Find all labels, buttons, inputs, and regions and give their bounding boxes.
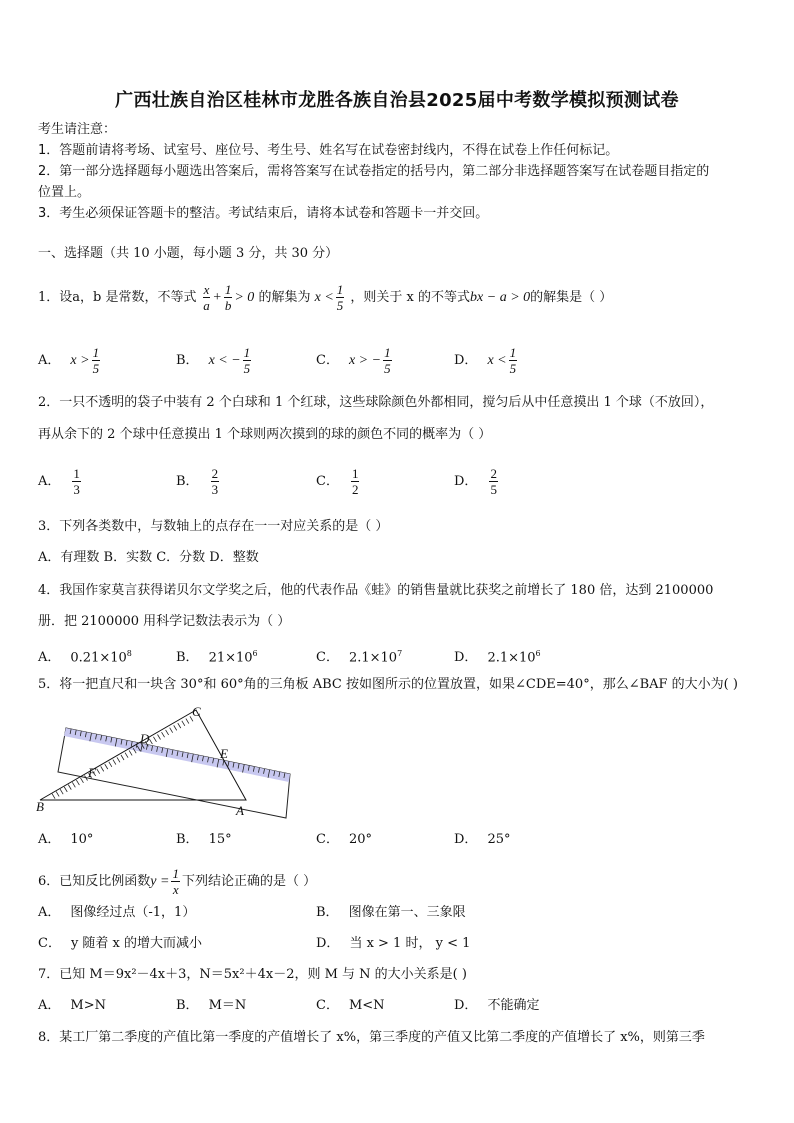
notice-heading: 考生请注意： — [38, 122, 117, 137]
q1-post: ，则关于 x 的不等式 — [350, 290, 471, 305]
q5-option-a: A． 10° — [38, 832, 94, 847]
q7-option-c: C． M<N — [316, 998, 385, 1013]
q6-option-c: C． y 随着 x 的增大而减小 — [38, 936, 203, 951]
triangle-edge-tick — [153, 737, 156, 742]
q7-option-b: B． M＝N — [176, 998, 247, 1013]
q1-mid: 的解集为 — [258, 290, 311, 305]
q1-option-d: D． x < $\frac{1}{5}$ — [454, 345, 517, 376]
page-title: 广西壮族自治区桂林市龙胜各族自治县2025届中考数学模拟预测试卷 — [115, 90, 679, 111]
q4-option-d: D． $2.1\times 10^6$ — [454, 649, 541, 666]
triangle-edge-tick — [113, 760, 116, 765]
triangle-edge-tick — [162, 732, 165, 737]
label-e: E — [220, 746, 228, 761]
q5-option-c: C． 20° — [316, 832, 372, 847]
triangle-edge-tick — [166, 730, 169, 735]
question-3-options: A．有理数 B．实数 C．分数 D．整数 — [38, 550, 259, 565]
triangle-edge-tick — [158, 735, 161, 740]
triangle-edge-tick — [80, 778, 83, 783]
section-heading: 一、选择题（共 10 小题，每小题 3 分，共 30 分） — [38, 246, 339, 261]
q2-option-a: A． $\frac{1}{3}$ — [38, 466, 80, 497]
q7-option-d: D． 不能确定 — [454, 998, 540, 1013]
label-d: D — [140, 731, 150, 746]
triangle-edge-tick — [149, 739, 152, 744]
question-3-stem: 3．下列各类数中，与数轴上的点存在一一对应关系的是（ ） — [38, 519, 389, 534]
notice-item-2: 2．第一部分选择题每小题选出答案后，需将答案写在试卷指定的括号内，第二部分非选择题答案写在试卷题目指定的 — [38, 164, 710, 179]
q4-option-c: C． $2.1\times 10^7$ — [316, 649, 403, 666]
ruler-triangle-figure — [36, 700, 296, 824]
triangle-edge-tick — [97, 769, 100, 774]
triangle-edge-tick — [64, 787, 67, 792]
notice-item-3: 3．考生必须保证答题卡的整洁。考试结束后，请将本试卷和答题卡一并交回。 — [38, 206, 489, 221]
triangle-edge-tick — [56, 791, 59, 796]
triangle-edge-tick — [105, 764, 108, 769]
triangle-edge-tick — [60, 789, 63, 794]
q2-option-b: B． $\frac{2}{3}$ — [176, 466, 219, 497]
triangle-edge-tick — [117, 757, 120, 762]
question-2-line-2: 再从余下的 2 个球中任意摸出 1 个球则两次摸到的球的颜色不同的概率为（ ） — [38, 427, 492, 442]
q1-option-a: A． x > $\frac{1}{5}$ — [38, 345, 100, 376]
q7-option-a: A． M>N — [38, 998, 106, 1013]
question-4-line-1: 4．我国作家莫言获得诺贝尔文学奖之后，他的代表作品《蛙》的销售量就比获奖之前增长了 180 倍，达到 2100000 — [38, 583, 714, 598]
triangle-edge-tick — [186, 719, 189, 724]
triangle-edge-tick — [170, 728, 173, 733]
q6-option-a: A． 图像经过点（-1，1） — [38, 905, 196, 920]
q2-option-c: C． $\frac{1}{2}$ — [316, 466, 359, 497]
q2-option-d: D． $\frac{2}{5}$ — [454, 466, 497, 497]
q4-option-a: A． $0.21\times 10^8$ — [38, 649, 132, 666]
q6-option-b: B． 图像在第一、三象限 — [316, 905, 466, 920]
q1-frac-x-a: $\frac{x}{a}$ — [203, 282, 210, 313]
q1-pre: 1．设a，b 是常数，不等式 — [38, 290, 197, 305]
label-a: A — [236, 803, 244, 818]
triangle-edge-tick — [68, 785, 71, 790]
notice-item-2-cont: 位置上。 — [38, 185, 91, 200]
notice-item-1: 1．答题前请将考场、试室号、座位号、考生号、姓名写在试卷密封线内，不得在试卷上作任何标记。 — [38, 143, 619, 158]
triangle-edge-tick — [52, 794, 55, 799]
triangle-edge-tick — [76, 780, 79, 785]
label-b: B — [36, 799, 44, 814]
question-1-stem: 1．设a，b 是常数，不等式 $\frac{x}{a}$ + $\frac{1}{b}$ > 0 的解集为 x < $\frac{1}{5}$ ，则关于 x 的不等式bx − a > 0的解集是（ ） — [38, 282, 613, 313]
triangle-edge-tick — [182, 721, 185, 726]
question-7-stem: 7．已知 M＝9x²－4x＋3，N＝5x²＋4x－2，则 M 与 N 的大小关系是( ) — [38, 967, 467, 982]
question-8-stem: 8．某工厂第二季度的产值比第一季度的产值增长了 x%，第三季度的产值又比第二季度的产值增长了 x%，则第三季 — [38, 1030, 705, 1045]
q5-option-d: D． 25° — [454, 832, 511, 847]
triangle-edge-tick — [178, 723, 181, 728]
q1-sol-frac: $\frac{1}{5}$ — [336, 282, 344, 313]
q1-option-b: B． x < − $\frac{1}{5}$ — [176, 345, 251, 376]
triangle-edge-tick — [101, 766, 104, 771]
q5-option-b: B． 15° — [176, 832, 232, 847]
question-5-stem: 5．将一把直尺和一块含 30°和 60°角的三角板 ABC 按如图所示的位置放置，如果∠CDE=40°，那么∠BAF 的大小为( ) — [38, 677, 738, 692]
question-6-stem: 6．已知反比例函数y = $\frac{1}{x}$ 下列结论正确的是（ ） — [38, 866, 317, 897]
triangle-edge-tick — [109, 762, 112, 767]
question-4-line-2: 册．把 2100000 用科学记数法表示为（ ） — [38, 614, 291, 629]
q1-end: 的解集是（ ） — [530, 290, 613, 305]
triangle-edge-tick — [174, 725, 177, 730]
label-f: F — [88, 765, 96, 780]
triangle-edge-tick — [72, 782, 75, 787]
q6-option-d: D． 当 x > 1 时， y < 1 — [316, 936, 471, 951]
triangle-abc — [40, 710, 246, 800]
label-c: C — [192, 704, 201, 719]
q1-option-c: C． x > − $\frac{1}{5}$ — [316, 345, 391, 376]
q1-frac-1-b: $\frac{1}{b}$ — [224, 282, 232, 313]
q4-option-b: B． $21\times 10^6$ — [176, 649, 258, 666]
question-2-line-1: 2．一只不透明的袋子中装有 2 个白球和 1 个红球，这些球除颜色外都相同，搅匀后从中任意摸出 1 个球（不放回）， — [38, 395, 714, 410]
